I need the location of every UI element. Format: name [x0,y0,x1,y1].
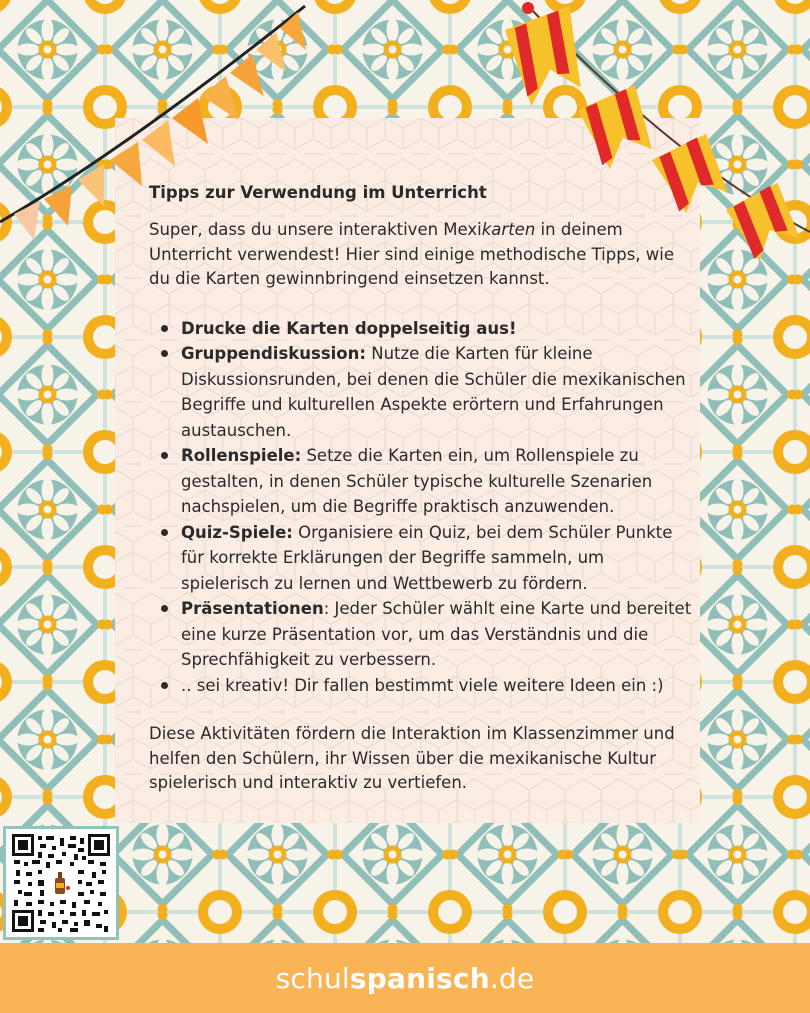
bullet-icon [161,529,168,536]
tip-text: Organisiere ein Quiz, bei dem Schüler Punkte für korrekte Erklärungen der Begriffe sammeln, um spielerisch zu lernen und Wettbewerb zu fördern. [181,522,673,593]
tip-text: : Jeder Schüler wählt eine Karte und bereitet eine kurze Präsentation vor, um das Verständnis und die Sprechfähigkeit zu verbessern. [181,599,692,669]
tip-heading: Gruppendiskussion: [181,344,366,363]
intro-italic: karten [481,220,536,239]
footer-bar [0,943,810,1013]
tip-text: Nutze die Karten für kleine Diskussionsrunden, bei denen die Schüler die mexikanischen Begriffe und kulturellen Aspekte erörtern und Erfahrungen austauschen. [181,344,686,440]
tip-item [149,341,694,443]
bullet-icon [161,452,168,459]
brand-suffix: .de [489,961,535,995]
tip-item [149,673,694,699]
tip-heading: Rollenspiele: [181,446,302,465]
tip-heading: Präsentationen [181,599,324,618]
bullet-icon [161,605,168,612]
tip-item [149,443,694,520]
tip-item [149,596,694,673]
outro-paragraph: Diese Aktivitäten fördern die Interaktion im Klassenzimmer und helfen den Schülern, ihr Wissen über die mexikanische Kultur spielerisch und interaktiv zu vertiefen. [149,724,675,792]
tip-heading: Quiz-Spiele: [181,522,293,542]
tips-list [149,316,694,699]
bullet-icon [161,682,168,689]
tip-item [149,520,694,597]
brand-prefix: schul [275,961,350,995]
qr-code-icon [12,834,110,932]
card-title: Tipps zur Verwendung im Unterricht [149,183,487,202]
qr-code[interactable] [3,826,119,940]
tip-text: Setze die Karten ein, um Rollenspiele zu gestalten, in denen Schüler typische kulturelle Szenarien nachspielen, um die Begriffe praktisch anzuwenden. [181,446,653,516]
bullet-icon [161,350,168,357]
tips-card [115,118,700,823]
footer-brand-link[interactable] [276,962,535,995]
intro-paragraph [149,218,694,292]
tip-heading: Drucke die Karten doppelseitig aus! [181,318,517,338]
brand-bold: spanisch [349,961,490,995]
tip-text: .. sei kreativ! Dir fallen bestimmt viele weitere Ideen ein :) [181,675,664,695]
intro-text-end: in deinem Unterricht verwendest! Hier sind einige methodische Tipps, wie du die Karten gewinnbringend einsetzen kannst. [149,220,675,288]
bullet-icon [161,325,168,332]
intro-text-start: Super, dass du unsere interaktiven Mexi [149,220,482,239]
tip-item [149,316,694,342]
